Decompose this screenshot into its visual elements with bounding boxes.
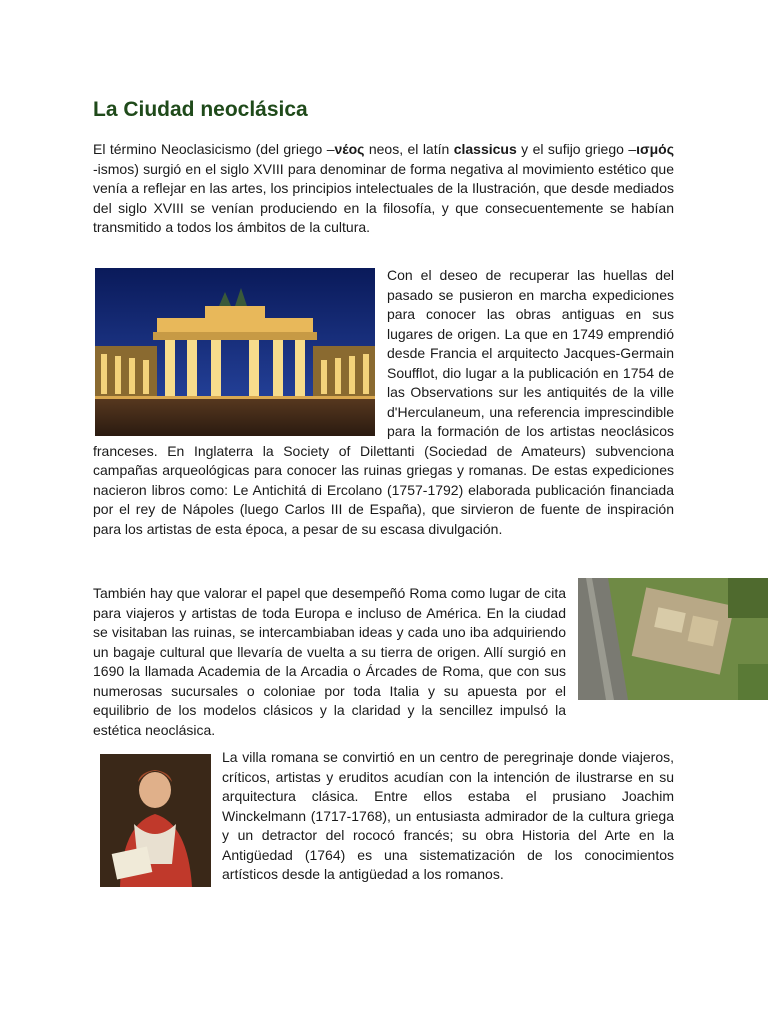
rome-paragraph: También hay que valorar el papel que desempeñó Roma como lugar de cita para viajeros y artistas de toda Europa e incluso de América. En la ciudad se visitaban las ruinas, se intercambiaban ideas y cada uno iba adquiriendo un bagaje cultural que llevaría de vuelta a su tierra de origen. Allí surgió en 1690 la llamada Academia de la Arcadia o Árcades de Roma, que con sus numerosas sucursales o coloniae por toda Italia y su apuesta por el equilibrio de los modelos clásicos y la claridad y la sencillez impulsó la estética neoclásica.	[93, 585, 566, 738]
intro-text-1: El término Neoclasicismo (del griego –	[93, 141, 335, 157]
greek-term-neos: νέος	[334, 141, 365, 157]
intro-text-3: y el sufijo griego –	[516, 141, 637, 157]
greek-term-ismos: ισμός	[636, 141, 674, 157]
latin-term-classicus: classicus	[453, 141, 517, 157]
intro-text-2: neos, el latín	[364, 141, 454, 157]
winckelmann-paragraph: La villa romana se convirtió en un centro de peregrinaje donde viajeros, críticos, artistas y eruditos acudían con la intención de ilustrarse en su arquitectura clásica. Entre ellos estaba el prusiano Joachim Winckelmann (1717-1768), un entusiasta admirador de la cultura griega y un detractor del rococó francés; su obra Historia del Arte en la Antigüedad (1764) es una sistematización de los conocimientos artísticos desde la antigüedad a los romanos.	[222, 749, 674, 882]
expeditions-text: Con el deseo de recuperar las huellas del pasado se pusieron en marcha expediciones para conocer las obras antiguas en sus lugares de origen. La que en 1749 emprendió desde Francia el arquitecto Jacques-Germain Soufflot, dio lugar a la publicación en 1754 de las Observations sur les antiquités de la ville d'Herculaneum, una referencia imprescindible para la formación de los artistas neoclásicos franceses. En Inglaterra la Society of Dilettanti (Sociedad de Amateurs) subvenciona campañas arqueológicas para conocer las ruinas griegas y romanas. De estas expediciones nacieron libros como: Le Antichitá di Ercolano (1757-1792) elaborada publicación financiada por el rey de Nápoles (luego Carlos III de España), que sirvieron de fuente de inspiración para los artistas de esta época, a pesar de su escasa divulgación.	[93, 267, 674, 537]
roman-ruins-aerial-image	[578, 578, 768, 700]
winckelmann-portrait-image	[100, 754, 211, 887]
page-title: La Ciudad neoclásica	[93, 98, 308, 121]
intro-paragraph	[93, 140, 674, 238]
expeditions-paragraph	[93, 266, 674, 539]
brandenburg-gate-image	[95, 268, 375, 436]
intro-text-4: -ismos) surgió en el siglo XVIII para denominar de forma negativa al movimiento estético que venía a reflejar en las artes, los principios intelectuales de la Ilustración, que desde mediados del siglo XVIII se venían produciendo en la filosofía, y que consecuentemente se habían transmitido a todos los ámbitos de la cultura.	[93, 160, 674, 235]
